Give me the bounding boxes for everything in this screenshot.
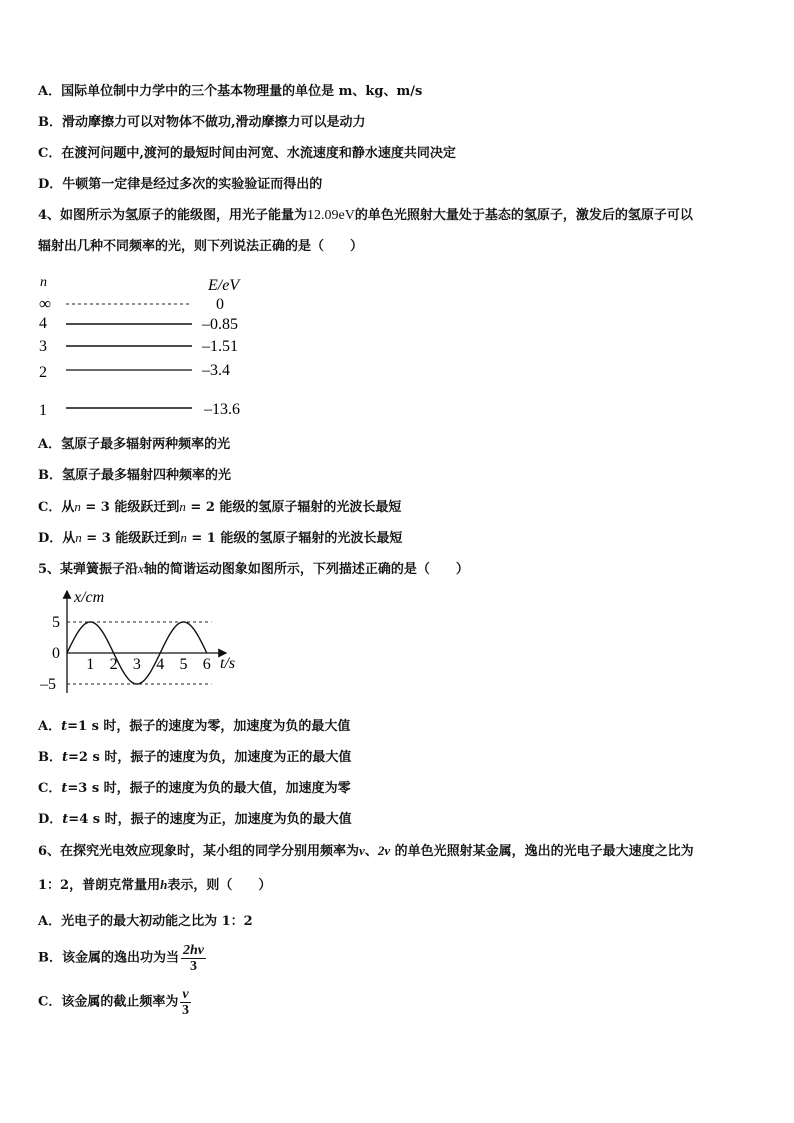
q5-option-b-rest: =2 s 时，振子的速度为负，加速度为正的最大值 <box>68 750 352 765</box>
q6-line2-2: 表示，则（ ） <box>167 878 272 893</box>
q4-energy: 12.09eV <box>307 208 355 223</box>
q3-option-c: C．在渡河问题中,渡河的最短时间由河宽、水流速度和静水速度共同决定 <box>38 146 456 161</box>
q4-option-d <box>38 530 402 547</box>
q4-stem <box>38 208 693 224</box>
q3-option-a: A．国际单位制中力学中的三个基本物理量的单位是 m、kg、m/s <box>38 84 423 99</box>
q6-option-b-text: B．该金属的逸出功为当 <box>38 950 179 966</box>
q5-option-c-t: t <box>61 781 68 796</box>
q5-option-b-pre: B． <box>38 750 62 765</box>
x-axis-label: t/s <box>220 655 236 672</box>
q5-option-d <box>38 812 352 828</box>
shm-graph <box>30 585 260 700</box>
y-tick-label: 5 <box>52 614 60 631</box>
q5-option-b <box>38 750 351 766</box>
x-tick-label: 2 <box>109 656 118 673</box>
q5-option-d-pre: D． <box>38 812 63 827</box>
q5-stem-1: 5、某弹簧振子沿 <box>38 562 139 577</box>
q6-option-b-fraction <box>181 943 206 974</box>
q4-option-d-3: = 1 能级的氢原子辐射的光波长最短 <box>186 531 403 546</box>
q5-option-a <box>38 719 350 735</box>
q5-option-c-rest: =3 s 时，振子的速度为负的最大值，加速度为零 <box>67 781 351 796</box>
q5-option-d-rest: =4 s 时，振子的速度为正，加速度为负的最大值 <box>68 812 352 827</box>
q4-option-b: B．氢原子最多辐射四种频率的光 <box>38 468 231 483</box>
q4-option-c <box>38 499 401 516</box>
level-e-3: –1.51 <box>202 338 238 355</box>
q3-option-d: D．牛顿第一定律是经过多次的实验验证而得出的 <box>38 177 323 192</box>
x-tick-label: 6 <box>202 656 211 673</box>
q4-option-d-2: = 3 能级跃迁到 <box>81 531 181 546</box>
diagram-n-header: n <box>40 275 47 290</box>
q6-line2-1: 1：2，普朗克常量用 <box>38 878 161 893</box>
level-e-1: –13.6 <box>204 401 240 418</box>
q6-sep: 、 <box>364 844 378 859</box>
q5-option-d-t: t <box>62 812 69 827</box>
q6-stem-1: 6、在探究光电效应现象时，某小组的同学分别用频率为 <box>38 844 360 859</box>
q6-nu: ν <box>359 843 365 858</box>
q6-option-b-denominator: 3 <box>190 959 197 974</box>
q6-stem-2: 的单色光照射某金属，逸出的光电子最大速度之比为 <box>390 844 694 859</box>
q4-option-d-n2: n <box>180 530 187 545</box>
q4-option-c-3: = 2 能级的氢原子辐射的光波长最短 <box>185 500 402 515</box>
diagram-e-header: E/eV <box>208 277 240 294</box>
x-tick-label: 3 <box>132 656 141 673</box>
q4-option-d-n1: n <box>75 530 82 545</box>
q5-option-a-rest: =1 s 时，振子的速度为零，加速度为负的最大值 <box>67 719 351 734</box>
y-axis-label: x/cm <box>74 589 105 606</box>
level-n-2: 2 <box>39 364 47 381</box>
q5-option-b-t: t <box>62 750 69 765</box>
q5-option-c-pre: C． <box>38 781 62 796</box>
q4-option-c-2: = 3 能级跃迁到 <box>80 500 180 515</box>
q4-option-c-n1: n <box>74 499 81 514</box>
q6-option-a: A．光电子的最大初动能之比为 1：2 <box>38 914 253 929</box>
level-n-inf: ∞ <box>39 294 52 313</box>
q4-option-c-n2: n <box>179 499 186 514</box>
q4-option-d-1: D．从 <box>38 531 76 546</box>
q5-option-c <box>38 781 351 797</box>
q5-option-a-pre: A． <box>38 719 62 734</box>
q6-option-b <box>38 943 206 974</box>
q6-stem <box>38 843 694 860</box>
level-e-4: –0.85 <box>202 316 238 333</box>
level-e-2: –3.4 <box>202 362 230 379</box>
q6-two-nu: 2ν <box>377 843 391 858</box>
level-n-1: 1 <box>39 402 47 419</box>
q6-option-c-text: C．该金属的截止频率为 <box>38 994 179 1010</box>
q4-stem-part1: 4、如图所示为氢原子的能级图，用光子能量为 <box>38 208 308 223</box>
level-e-inf: 0 <box>216 296 224 313</box>
q5-option-a-t: t <box>61 719 68 734</box>
q6-option-c-fraction <box>180 987 190 1018</box>
x-tick-label: 1 <box>86 656 95 673</box>
q6-h: h <box>160 877 168 892</box>
q4-stem-line2: 辐射出几种不同频率的光，则下列说法正确的是（ ） <box>38 239 364 254</box>
level-n-3: 3 <box>39 338 47 355</box>
q5-stem <box>38 561 469 578</box>
q6-option-c-numerator: ν <box>182 987 189 1002</box>
q3-option-b: B．滑动摩擦力可以对物体不做功,滑动摩擦力可以是动力 <box>38 115 366 130</box>
q5-stem-2: 轴的简谐运动图象如图所示，下列描述正确的是（ ） <box>143 562 469 577</box>
q6-stem-line2 <box>38 877 271 894</box>
x-tick-label: 5 <box>179 656 188 673</box>
q4-option-c-1: C．从 <box>38 500 75 515</box>
q5-stem-x: x <box>138 561 144 576</box>
q6-option-c <box>38 987 191 1018</box>
energy-level-diagram <box>30 270 270 425</box>
q4-stem-part2: 的单色光照射大量处于基态的氢原子，激发后的氢原子可以 <box>354 208 693 223</box>
x-tick-label: 4 <box>156 656 165 673</box>
level-n-4: 4 <box>39 315 47 332</box>
y-tick-label: –5 <box>40 676 56 693</box>
q4-option-a: A．氢原子最多辐射两种频率的光 <box>38 437 231 452</box>
y-tick-label: 0 <box>52 645 60 662</box>
q6-option-c-denominator: 3 <box>181 1003 189 1018</box>
q6-option-b-numerator: 2hν <box>183 943 204 958</box>
